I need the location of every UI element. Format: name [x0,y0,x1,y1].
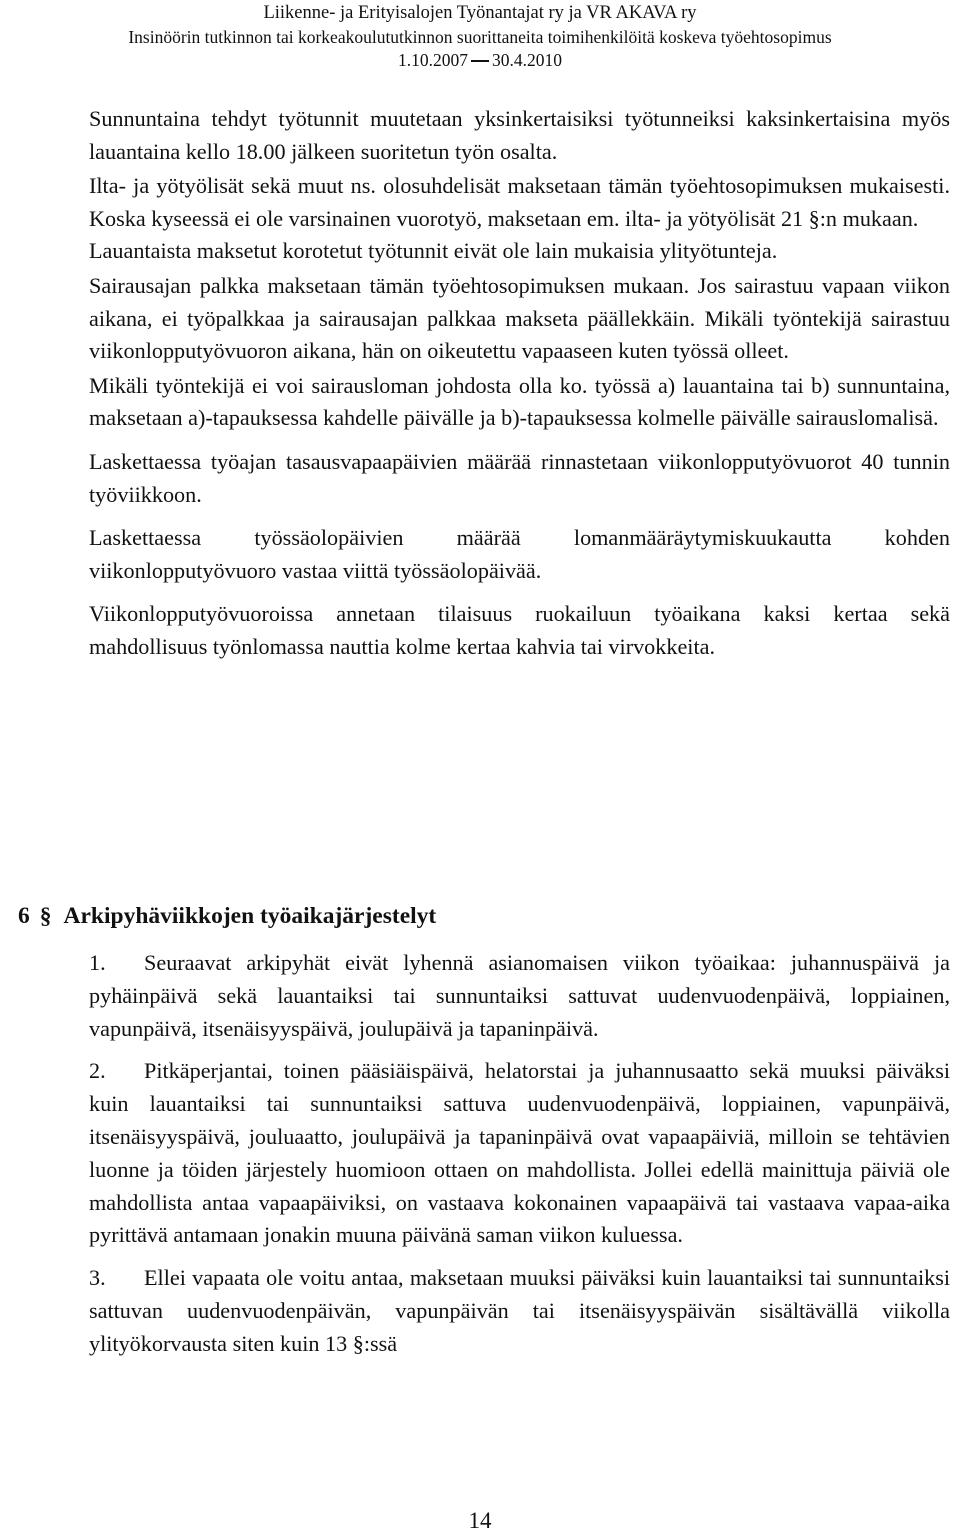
paragraph-saturday-hours: Lauantaista maksetut korotetut työtunnit eivät ole lain mukaisia ylityötunteja. [89,238,778,264]
paragraph-sick-pay: Sairausajan palkka maksetaan tämän työehtosopimuksen mukaan. Jos sairastuu vapaan viikon aikana, ei työpalkkaa ja sairausajan palkkaa makseta päällekkäin. Mikäli työntekijä sairastuu viikonlopputyövuoron aikana, hän on oikeutettu vapaaseen kuten työssä olleet. [89,272,950,364]
body-text [89,103,950,664]
section-title: Arkipyhäviikkojen työaikajärjestelyt [63,903,437,929]
list-item-number: 1. [89,950,106,975]
paragraph-sunday-hours: Sunnuntaina tehdyt työtunnit muutetaan yksinkertaisiksi työtunneiksi kaksinkertaisina myös lauantaina kello 18.00 jälkeen suoritetun työn osalta. [89,106,950,164]
section-symbol: § [39,903,52,929]
list-item [89,1055,950,1252]
list-item-text: Pitkäperjantai, toinen pääsiäispäivä, helatorstai ja juhannusaatto sekä muuksi päiväksi kuin lauantaiksi tai sunnuntaiksi sattuva uudenvuodenpäivä, loppiainen, vapunpäivä, itsenäisyyspäivä, jouluaatto, joulupäivä ja tapaninpäivä ovat vapaapäiviä, milloin se tehtävien luonne ja töiden järjestely huomioon ottaen on mahdollista. Jollei edellä mainittuja päiviä ole mahdollista antaa vapaapäiviksi, on vastaava kokonainen vapaapäivä tai vastaava vapaa-aika pyrittävä antamaan jonakin muuna päivänä saman viikon kuluessa. [89,1058,950,1248]
page-number: 14 [468,1508,492,1533]
paragraph-working-days-count: Laskettaessa työssäolopäivien määrää lomanmääräytymiskuukautta kohden viikonlopputyövuoro vastaa viittä työssäolopäivää. [89,525,950,583]
list-item-text: Seuraavat arkipyhät eivät lyhennä asianomaisen viikon työaikaa: juhannuspäivä ja pyhäinpäivä sekä lauantaiksi tai sunnuntaiksi sattuvat uudenvuodenpäivä, loppiainen, vapunpäivä, itsenäisyyspäivä, joulupäivä ja tapaninpäivä. [89,950,950,1041]
paragraph-evening-night-allowances: Ilta- ja yötyölisät sekä muut ns. olosuhdelisät maksetaan tämän työehtosopimuksen mukaisesti. Koska kyseessä ei ole varsinainen vuorotyö, maksetaan em. ilta- ja yötyölisät 21 §:n mukaan. [89,173,950,231]
list-item-text: Ellei vapaata ole voitu antaa, maksetaan muuksi päiväksi kuin lauantaiksi tai sunnuntaiksi sattuvan uudenvuodenpäivän, vapunpäivän tai itsenäisyyspäivän sisältävällä viikolla ylityökorvausta siten kuin 13 §:ssä [89,1265,950,1356]
paragraph-sick-leave-supplement: Mikäli työntekijä ei voi sairausloman johdosta olla ko. työssä a) lauantaina tai b) sunnuntaina, maksetaan a)-tapauksessa kahdelle päivälle ja b)-tapauksessa kolmelle päivälle sairauslomalisä. [89,372,950,431]
section-heading [18,900,436,932]
header-organizations: Liikenne- ja Erityisalojen Työnantajat ry ja VR AKAVA ry [263,3,697,23]
period-start: 1.10.2007 [398,50,468,70]
list-item-number: 2. [89,1058,106,1084]
paragraph-meal-breaks: Viikonlopputyövuoroissa annetaan tilaisuus ruokailuun työaikana kaksi kertaa sekä mahdollisuus työnlomassa nauttia kolme kertaa kahvia tai virvokkeita. [89,601,950,659]
header-validity-period [0,49,960,73]
list-item-number: 3. [89,1265,106,1291]
list-item [89,1262,950,1360]
list-item [89,947,950,1045]
paragraph-compensatory-days: Laskettaessa työajan tasausvapaapäivien määrää rinnastetaan viikonlopputyövuorot 40 tunnin työviikkoon. [89,448,950,507]
period-end: 30.4.2010 [492,50,562,70]
numbered-list [89,947,950,1361]
document-header [0,2,960,73]
period-dash [471,60,489,62]
header-agreement-title: Insinöörin tutkinnon tai korkeakoulututkinnon suorittaneita toimihenkilöitä koskeva työehtosopimus [128,26,832,47]
section-number: 6 [18,903,30,929]
